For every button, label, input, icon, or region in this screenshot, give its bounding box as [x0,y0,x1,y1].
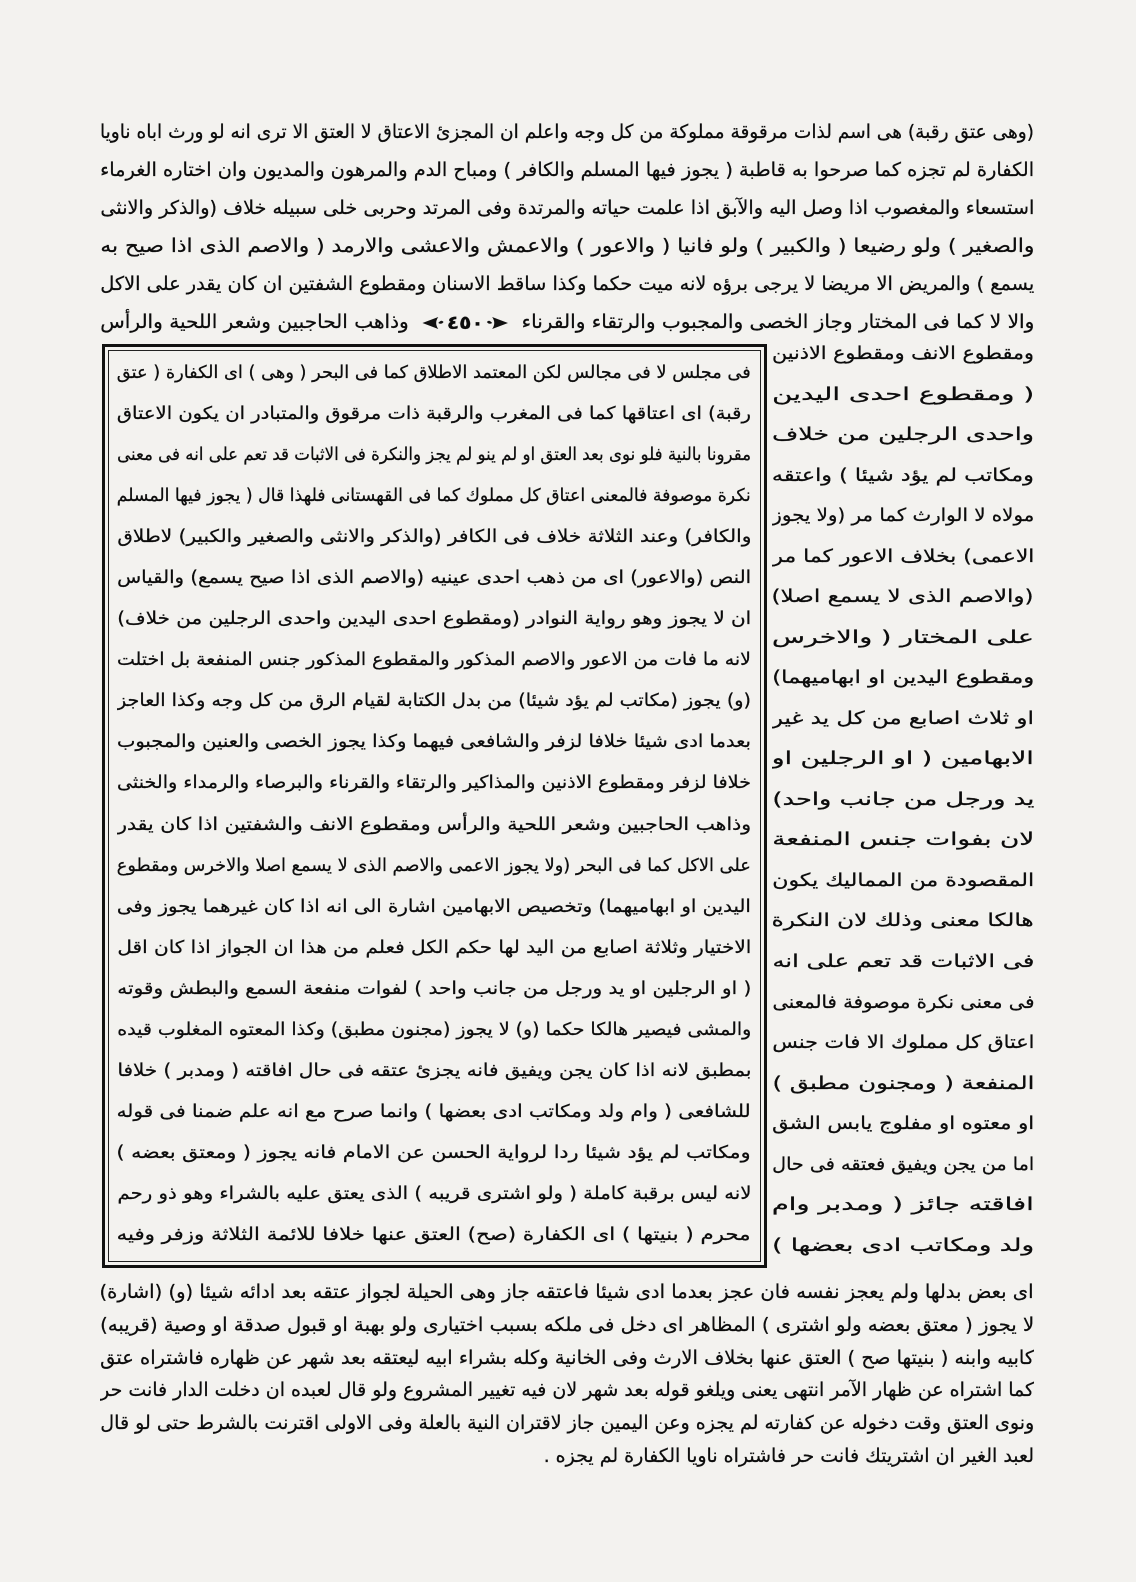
bottom-paragraph [100,1276,1034,1472]
text-line [100,1374,1034,1406]
text-line [772,743,1034,775]
text-line [772,824,1034,856]
line-text-before: والا لا كما فى المختار وجاز الخصى والمجبوب والرتقاء والقرناء [521,311,1034,333]
line-text: لا يجوز ( معتق بعضه ولو اشترى ) المظاهر اى دخل فى ملكه بسبب اختيارى ولو بهبة او قبول صدقة او وصية (قريبه) [100,1313,1034,1336]
line-text: فى معنى نكرة موصوفة فالمعنى [772,991,1034,1013]
line-text: اى بعض بدلها ولم يعجز نفسه فان عجز بعدما ادى شيئا فاعتقه جاز وهى الحيلة لجواز عتقه بعد ادائه شيئا (و) (اشارة) [100,1281,1034,1303]
text-line [772,379,1034,411]
line-text: (و) يجوز (مكاتب لم يؤد شيئا) من بدل الكتابة لقيام الرق من كل وجه وكذا العاجز [117,691,751,712]
commentary-box [102,344,767,1268]
text-line [117,684,751,718]
line-text: افاقته جائز ( ومدبر وام [772,1194,1034,1216]
text-line [117,520,751,554]
text-line [117,561,751,595]
line-text: ومكاتب لم يؤد شيئا ردا لرواية الحسن عن الامام فانه يجوز ( ومعتق بعضه ) [117,1142,751,1163]
line-text: اما من يجن ويفيق فعتقه فى حال [772,1153,1034,1175]
text-line [772,784,1034,816]
text-line [117,1095,751,1129]
text-line [100,230,1034,262]
text-line [117,725,751,759]
text-line [117,602,751,636]
line-text: كما اشتراه عن ظهار الآمر انتهى يعنى ويلغو قوله بعد شهر لان فيه تغيير المشروع ولو قال لعبده ان دخلت الدار فانت حر [100,1379,1034,1402]
line-text: مولاه لا الوارث كما مر (ولا يجوز [772,505,1034,527]
text-line [117,397,751,431]
ornament-right-icon [485,316,508,330]
line-text: (والاصم الذى لا يسمع اصلا) [772,586,1034,608]
text-line [117,356,751,390]
line-text: النص (والاعور) اى من ذهب احدى عينيه (والاصم الذى اذا صيح يسمع) والقياس [117,568,751,589]
text-line [100,154,1034,186]
line-text: الابهامين ( او الرجلين او [772,748,1034,770]
line-text: بعدما ادى شيئا خلافا لزفر والشافعى فيهما وكذا يجوز الخصى والعنين والمجبوب [117,732,751,753]
line-text: (وهى عتق رقبة) هى اسم لذات مرقوقة مملوكة من كل وجه واعلم ان المجزئ الاعتاق لا العتق الا ترى انه لو ورث اباه ناويا [100,121,1034,143]
text-line [772,581,1034,613]
line-text: وذاهب الحاجبين وشعر اللحية والرأس ومقطوع الانف والشفتين اذا كان يقدر [117,814,751,835]
text-line [117,643,751,677]
line-text: كابيه وابنه ( بنيتها صح ) العتق عنها بخلاف الارث وفى الخانية وكله بشراء ابيه ليعتقه بعد شهر عن ظهاره فاشتراه عتق [100,1346,1034,1369]
line-text: ولد ومكاتب ادى بعضها ) [772,1234,1034,1256]
line-text: الاعمى) بخلاف الاعور كما مر [772,545,1034,567]
text-line [772,1068,1034,1100]
text-line [772,865,1034,897]
text-line [100,1407,1034,1439]
text-line [772,1149,1034,1181]
line-text: المنفعة ( ومجنون مطبق ) [772,1072,1034,1094]
text-line-with-page-number [100,306,1034,338]
text-line [772,460,1034,492]
line-text: والصغير ) ولو رضيعا ( والكبير ) ولو فانيا ( والاعور ) والاعمش والاعشى والارمد ( والاصم الذى اذا صيح به [100,235,1034,257]
commentary-text [117,356,751,1252]
text-line [772,662,1034,694]
line-text: واحدى الرجلين من خلاف [772,424,1034,446]
line-text: بمطبق لانه اذا كان يجن ويفيق فانه يجزئ عتقه فى حال افاقته ( ومدبر ) خلافا [117,1060,751,1081]
line-text: ونوى العتق وقت دخوله عن كفارته لم يجزه وعن اليمين جاز لاقتران النية بالعلة وفى الاولى اقترنت بالشرط حتى لو قال [100,1412,1034,1435]
top-paragraph [100,116,1034,338]
line-text: مقرونا بالنية فلو نوى بعد العتق او لم ينو لم يجز والنكرة فى الاثبات قد تعم على انه فى معنى [117,445,751,466]
text-line [772,338,1034,370]
line-text: لانه ما فات من الاعور والاصم المذكور والمقطوع المذكور جنس المنفعة بل اختلت [117,650,751,671]
text-line [772,419,1034,451]
text-line [117,1218,751,1252]
line-text: على المختار ( والاخرس [772,626,1034,648]
line-text: يسمع ) والمريض الا مريضا لا يرجى برؤه لانه ميت حكما وكذا ساقط الاسنان ومقطوع الشفتين ان كان يقدر على الاكل [100,273,1034,295]
text-line [117,972,751,1006]
line-text: هالكا معنى وذلك لان النكرة [772,910,1034,932]
line-text: المقصودة من المماليك يكون [772,869,1034,891]
text-line [772,622,1034,654]
text-line [117,931,751,965]
text-line [117,766,751,800]
line-text: رقبة) اى اعتاقها كما فى المغرب والرقبة ذات مرقوق والمتبادر ان يكون الاعتاق [117,404,751,425]
line-text: لان بفوات جنس المنفعة [772,829,1034,851]
text-line [772,541,1034,573]
line-text: على الاكل كما فى البحر (ولا يجوز الاعمى والاصم الذى لا يسمع اصلا والاخرس ومقطوع [117,855,751,876]
line-text: او ثلاث اصابع من كل يد غير [772,707,1034,729]
text-line [117,479,751,513]
line-text: ومكاتب لم يؤد شيئا ) واعتقه [772,464,1034,486]
line-text: استسعاء والمغصوب اذا وصل اليه والآبق اذا علمت حياته والمرتدة وفى المرتد وحربى خلى سبيله خلاف (والذكر والانثى [100,197,1034,219]
text-line [772,987,1034,1019]
line-text: والكافر) وعند الثلاثة خلاف فى الكافر (والذكر والانثى والصغير والكبير) لاطلاق [117,527,751,548]
line-text: ومقطوع الانف ومقطوع الاذنين [772,343,1034,364]
line-text: اعتاق كل مملوك الا فات جنس [772,1032,1034,1054]
line-text: لعبد الغير ان اشتريتك فانت حر فاشتراه ناويا الكفارة لم يجزه . [543,1444,1034,1467]
text-line [100,1440,1034,1472]
line-text: ( او الرجلين او يد ورجل من جانب واحد ) لفوات منفعة السمع والبطش وقوته [117,978,751,999]
ornament-left-icon [421,316,444,330]
text-line [117,890,751,924]
line-text: او معتوه او مفلوج يابس الشق [772,1113,1034,1135]
line-text: الاختيار وثلاثة اصابع من اليد لها حكم الكل فعلم من هذا ان الجواز اذا كان اقل [117,937,751,958]
line-text: ( ومقطوع احدى اليدين [772,383,1034,405]
text-line [100,268,1034,300]
text-line [772,1108,1034,1140]
commentary-box-inner-border [108,350,761,1262]
text-line [100,1309,1034,1341]
text-line [117,1054,751,1088]
line-text: للشافعى ( وام ولد ومكاتب ادى بعضها ) وانما صرح مع انه علم ضمنا فى قوله [117,1101,751,1122]
text-line [117,1013,751,1047]
text-line [117,808,751,842]
text-line [117,438,751,472]
line-text: ان لا يجوز وهو رواية النوادر (ومقطوع احدى اليدين واحدى الرجلين من خلاف) [117,609,751,630]
text-line [772,1189,1034,1221]
text-line [772,1027,1034,1059]
text-line [117,1136,751,1170]
text-line [772,1230,1034,1262]
text-line [100,1276,1034,1308]
text-line [117,849,751,883]
matn-column [772,338,1034,1262]
text-line [772,905,1034,937]
text-line [100,192,1034,224]
text-line [772,946,1034,978]
text-line [772,703,1034,735]
text-line [100,1342,1034,1374]
line-text-after: وذاهب الحاجبين وشعر اللحية والرأس [100,311,409,333]
line-text: خلافا لزفر ومقطوع الاذنين والمذاكير والرتقاء والقرناء والبرصاء والرمداء والخنثى [117,773,751,794]
page-number: ٤٥٠ [446,311,484,334]
line-text: نكرة موصوفة فالمعنى اعتاق كل مملوك كما فى القهستانى فلهذا قال ( يجوز فيها المسلم [117,486,751,507]
line-text: لانه ليس برقبة كاملة ( ولو اشترى قريبه ) الذى يعتق عليه بالشراء وهو ذو رحم [117,1183,751,1204]
line-text: ومقطوع اليدين او ابهاميهما) [772,667,1034,689]
line-text: الكفارة لم تجزه كما صرحوا به قاطبة ( يجوز فيها المسلم والكافر ) ومباح الدم والمرهون والمديون وان اختاره الغرماء [100,159,1034,181]
line-text: محرم ( بنيتها ) اى الكفارة (صح) العتق عنها خلافا للائمة الثلاثة وزفر وفيه [117,1224,751,1245]
text-line [117,1177,751,1211]
line-text: اليدين او ابهاميهما) وتخصيص الابهامين اشارة الى انه اذا كان غيرهما يجوز وفى [117,896,751,917]
text-line [100,116,1034,148]
page-number-marker [421,307,508,339]
line-text: فى مجلس لا فى مجالس لكن المعتمد الاطلاق كما فى البحر ( وهى ) اى الكفارة ( عتق [117,363,751,383]
text-line [772,500,1034,532]
line-text: فى الاثبات قد تعم على انه [772,950,1034,972]
line-text: والمشى فيصير هالكا حكما (و) لا يجوز (مجنون مطبق) وكذا المعتوه المغلوب قيده [117,1019,751,1040]
line-text: يد ورجل من جانب واحد) [772,788,1034,810]
line-text [100,306,1034,338]
